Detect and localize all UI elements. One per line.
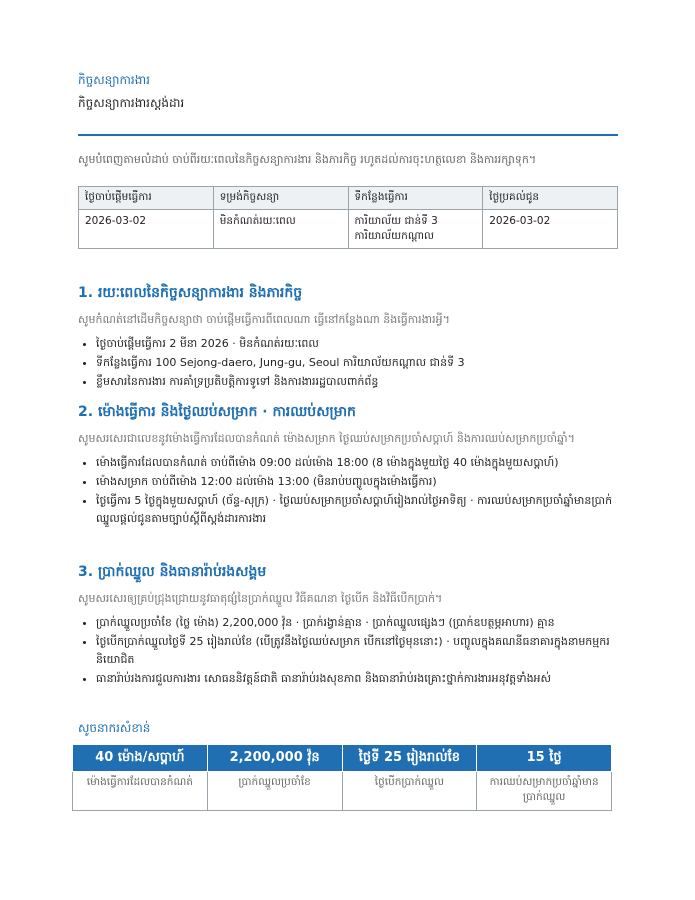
start-date-header: ថ្ងៃចាប់ផ្តើមធ្វើការ xyxy=(79,187,214,210)
workplace-value: ការិយាល័យ ជាន់ទី 3 ការិយាល័យកណ្តាល xyxy=(348,210,483,249)
list-item: • ម៉ោងធ្វើការដែលបានកំណត់ ចាប់ពីម៉ោង 09:00 ដល់ម៉ោង 18:00 (8 ម៉ោងក្នុងមួយថ្ងៃ 40 ម៉ោងក្នុងមួយសប្តាហ៍) xyxy=(96,454,623,472)
delivery-date-value: 2026-03-02 xyxy=(483,210,618,249)
indicator-value: 15 ថ្ងៃ xyxy=(477,745,612,772)
indicator-label: ប្រាក់ឈ្នួលប្រចាំខែ xyxy=(207,772,342,811)
list-item: • ខ្លឹមសារនៃការងារ ការគាំទ្រប្រតិបត្តិការទូទៅ និងការងាររដ្ឋបាលពាក់ព័ន្ធ xyxy=(96,373,623,391)
document-type-label: កិច្ចសន្យាការងារ xyxy=(78,73,150,87)
contract-form-value: មិនកំណត់រយៈពេល xyxy=(213,210,348,249)
section-list xyxy=(78,454,623,528)
list-item: • ថ្ងៃចាប់ផ្តើមធ្វើការ 2 មីនា 2026 · មិនកំណត់រយៈពេល xyxy=(96,335,623,353)
section-contract-period xyxy=(78,284,623,392)
indicator-value: ថ្ងៃទី 25 រៀងរាល់ខែ xyxy=(342,745,477,772)
indicator-label: ថ្ងៃបើកប្រាក់ឈ្នួល xyxy=(342,772,477,811)
list-item: • ទីកន្លែងធ្វើការ 100 Sejong-daero, Jung-gu, Seoul ការិយាល័យកណ្តាល ជាន់ទី 3 xyxy=(96,354,623,372)
section-wages-insurance xyxy=(78,563,623,689)
list-item: • ម៉ោងសម្រាក ចាប់ពីម៉ោង 12:00 ដល់ម៉ោង 13:00 (មិនរាប់បញ្ចូលក្នុងម៉ោងធ្វើការ) xyxy=(96,473,623,491)
contract-info-table xyxy=(78,186,618,249)
section-heading xyxy=(78,284,623,302)
indicator-values-row xyxy=(73,745,612,772)
document-title: កិច្ចសន្យាការងារស្តង់ដារ xyxy=(78,96,185,110)
summary-label: សូចនាករសំខាន់ xyxy=(78,721,151,735)
header-divider xyxy=(78,134,618,136)
list-item: • ប្រាក់ឈ្នួលប្រចាំខែ (ថ្លៃ ម៉ោង) 2,200,000 វ៉ុន · ប្រាក់រង្វាន់គ្មាន · ប្រាក់ឈ្នួលផ្សេងៗ (ប្រាក់ឧបត្ថម្ភអាហារ) គ្មាន xyxy=(96,614,623,632)
delivery-date-header: ថ្ងៃប្រគល់ជូន xyxy=(483,187,618,210)
indicator-label: ម៉ោងធ្វើការដែលបានកំណត់ xyxy=(73,772,208,811)
indicator-value: 2,200,000 វ៉ុន xyxy=(207,745,342,772)
indicator-value: 40 ម៉ោង/សប្តាហ៍ xyxy=(73,745,208,772)
workplace-header: ទីកន្លែងធ្វើការ xyxy=(348,187,483,210)
indicator-labels-row xyxy=(73,772,612,811)
section-heading xyxy=(78,563,623,581)
section-heading xyxy=(78,403,623,421)
section-title: រយៈពេលនៃកិច្ចសន្យាការងារ និងភារកិច្ច xyxy=(97,285,303,301)
section-title: ប្រាក់ឈ្នួល និងធានារ៉ាប់រងសង្គម xyxy=(97,564,267,580)
contract-form-header: ទម្រង់កិច្ចសន្យា xyxy=(213,187,348,210)
section-working-hours xyxy=(78,403,623,529)
info-table-row xyxy=(79,210,618,249)
section-number: 2. xyxy=(78,404,94,420)
list-item: • ថ្ងៃបើកប្រាក់ឈ្នួលថ្ងៃទី 25 រៀងរាល់ខែ (បើត្រូវនឹងថ្ងៃឈប់សម្រាក បើកនៅថ្ងៃមុននោះ) · បញ្ចូលក្នុងគណនីធនាគារក្នុងនាមកម្មករនិយោជិត xyxy=(96,633,623,669)
start-date-value: 2026-03-02 xyxy=(79,210,214,249)
section-title: ម៉ោងធ្វើការ និងថ្ងៃឈប់សម្រាក · ការឈប់សម្រាក xyxy=(97,404,356,420)
info-table-header-row xyxy=(79,187,618,210)
list-item: • ធានារ៉ាប់រងការជួលការងារ សោធននិវត្តន៍ជាតិ ធានារ៉ាប់រងសុខភាព និងធានារ៉ាប់រងគ្រោះថ្នាក់ការងារអនុវត្តទាំងអស់ xyxy=(96,670,623,688)
section-list xyxy=(78,614,623,688)
section-description: សូមសរសេរជាលេខនូវម៉ោងធ្វើការដែលបានកំណត់ ម៉ោងសម្រាក ថ្ងៃឈប់សម្រាកប្រចាំសប្តាហ៍ និងការឈប់សម្រាកប្រចាំឆ្នាំ។ xyxy=(78,432,575,445)
section-number: 1. xyxy=(78,285,94,301)
intro-text: សូមបំពេញតាមលំដាប់ ចាប់ពីរយៈពេលនៃកិច្ចសន្យាការងារ និងភារកិច្ច រហូតដល់ការចុះហត្ថលេខា និងការរក្សាទុក។ xyxy=(78,153,537,166)
section-number: 3. xyxy=(78,564,94,580)
key-indicators-table xyxy=(72,744,612,811)
section-description: សូមកំណត់នៅដើមកិច្ចសន្យាថា ចាប់ផ្តើមធ្វើការពីពេលណា ធ្វើនៅកន្លែងណា និងធ្វើការងារអ្វី។ xyxy=(78,313,450,326)
section-description: សូមសរសេរឲ្យគ្រប់ជ្រុងជ្រោយនូវធាតុផ្សំនៃប្រាក់ឈ្នួល វិធីគណនា ថ្ងៃបើក និងវិធីបើកប្រាក់។ xyxy=(78,592,443,605)
indicator-label: ការឈប់សម្រាកប្រចាំឆ្នាំមានប្រាក់ឈ្នួល xyxy=(477,772,612,811)
list-item: • ថ្ងៃធ្វើការ 5 ថ្ងៃក្នុងមួយសប្តាហ៍ (ច័ន្ទ-សុក្រ) · ថ្ងៃឈប់សម្រាកប្រចាំសប្តាហ៍រៀងរាល់ថ្ងៃអាទិត្យ · ការឈប់សម្រាកប្រចាំឆ្នាំមានប្រាក់ឈ្នួលផ្តល់ជូនតាមច្បាប់ស្តីពីស្តង់ដារការងារ xyxy=(96,492,623,528)
section-list xyxy=(78,335,623,391)
